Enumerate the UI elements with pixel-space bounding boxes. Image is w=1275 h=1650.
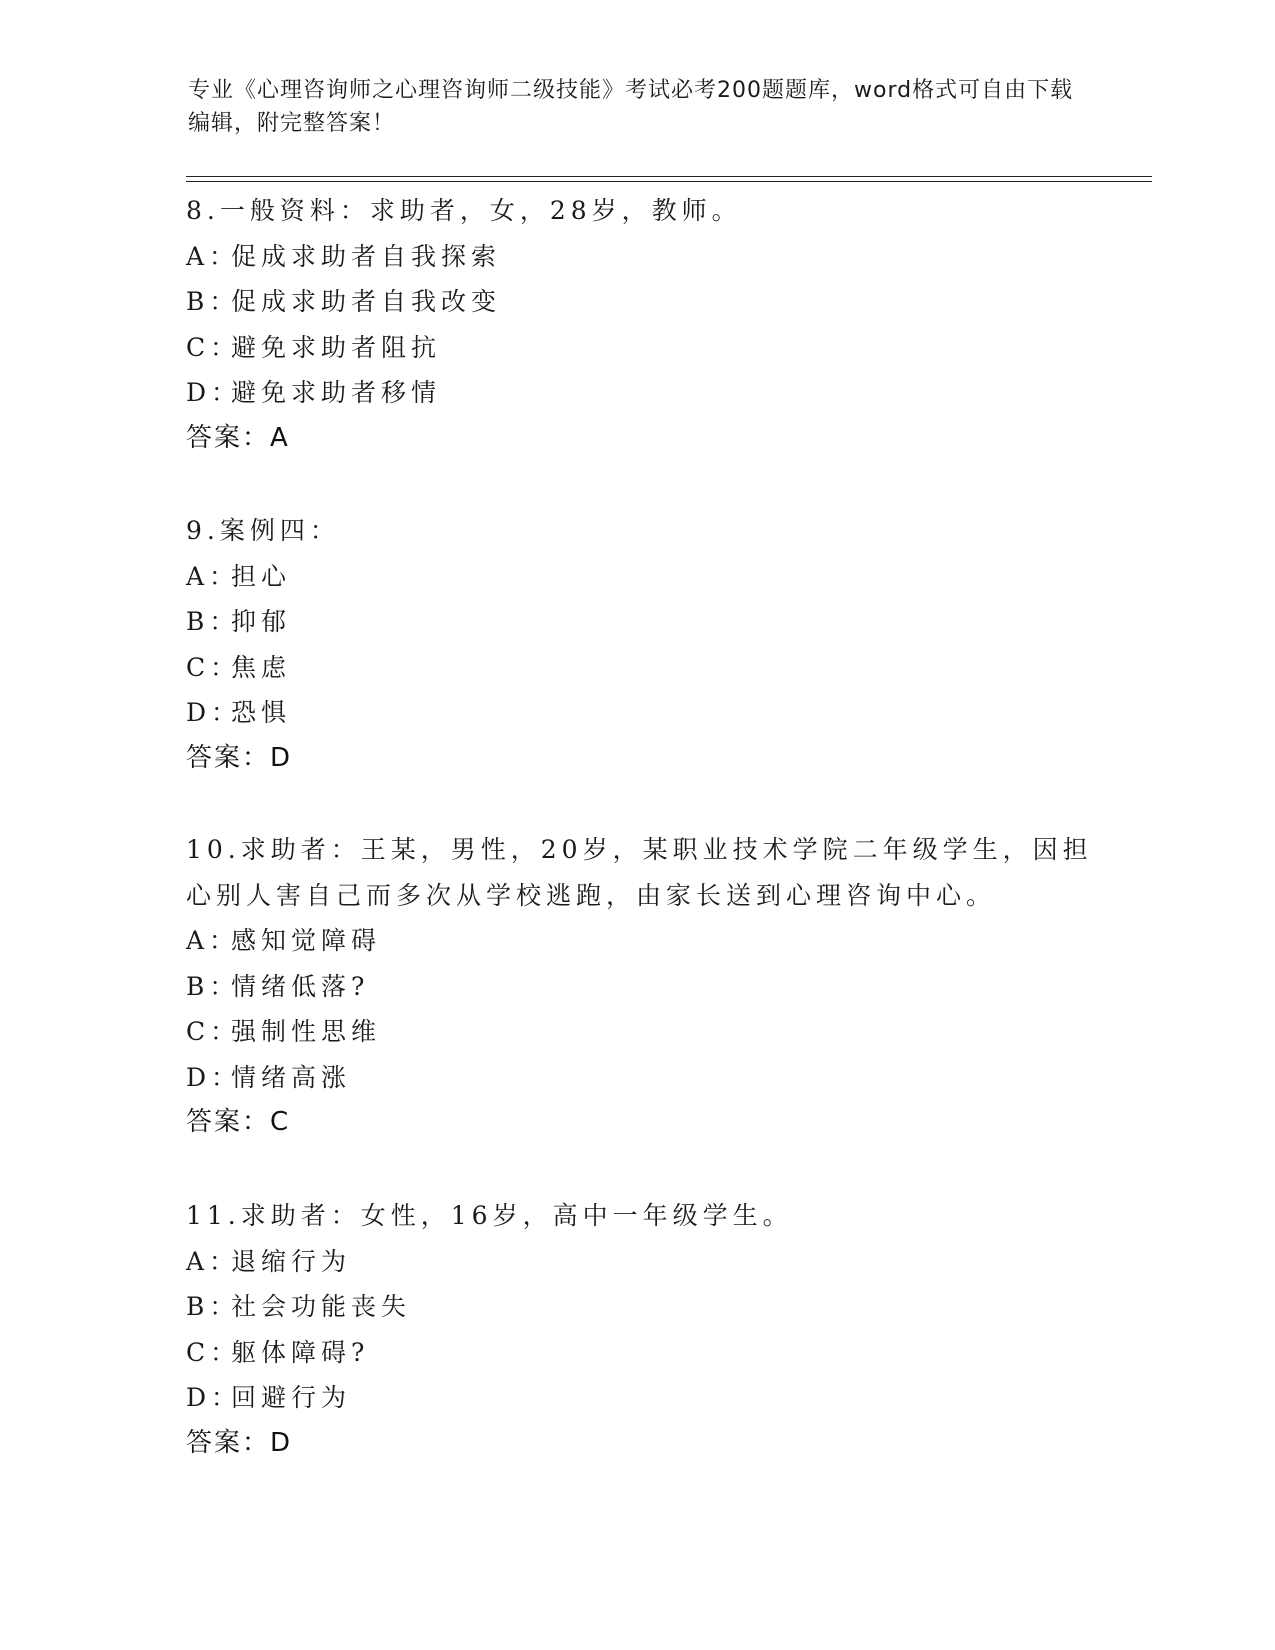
option-key: B： bbox=[186, 607, 240, 636]
option-text: 焦虑 bbox=[231, 652, 292, 682]
question-11 bbox=[186, 1193, 1106, 1466]
option-c bbox=[186, 325, 1106, 371]
answer-line: 答案：D bbox=[186, 742, 293, 773]
option-text: 社会功能丧失 bbox=[231, 1292, 412, 1321]
option-a bbox=[186, 918, 1106, 964]
question-stem: 10.求助者：王某，男性，20岁，某职业技术学院二年级学生，因担心别人害自己而多次从学校逃跑，由家长送到心理咨询中心。 bbox=[186, 835, 1093, 910]
option-text: 情绪高涨 bbox=[231, 1062, 352, 1092]
option-key: A： bbox=[186, 926, 240, 955]
option-key: D： bbox=[186, 1383, 242, 1412]
option-d bbox=[186, 1055, 1106, 1101]
option-key: D： bbox=[186, 1062, 242, 1092]
option-text: 促成求助者自我探索 bbox=[231, 241, 502, 271]
option-text: 恐惧 bbox=[231, 698, 292, 727]
header-divider-bottom bbox=[186, 181, 1152, 182]
option-text: 情绪低落? bbox=[231, 971, 370, 1001]
option-text: 避免求助者阻抗 bbox=[231, 332, 442, 362]
option-d bbox=[186, 1375, 1106, 1421]
option-key: C： bbox=[186, 1337, 241, 1367]
option-text: 避免求助者移情 bbox=[231, 378, 442, 407]
option-text: 抑郁 bbox=[231, 607, 292, 636]
option-key: B： bbox=[186, 287, 240, 316]
option-text: 躯体障碍? bbox=[231, 1337, 370, 1367]
option-c bbox=[186, 1330, 1106, 1376]
option-b bbox=[186, 599, 1106, 645]
question-stem: 11.求助者：女性，16岁，高中一年级学生。 bbox=[186, 1201, 793, 1230]
option-b bbox=[186, 279, 1106, 325]
question-stem: 9.案例四： bbox=[186, 516, 340, 545]
option-b bbox=[186, 1284, 1106, 1330]
option-text: 回避行为 bbox=[231, 1383, 352, 1412]
header-divider-top bbox=[186, 176, 1152, 177]
option-key: A： bbox=[186, 241, 240, 271]
option-key: D： bbox=[186, 378, 242, 407]
option-d bbox=[186, 690, 1106, 736]
answer-line: 答案：C bbox=[186, 1107, 291, 1137]
option-key: D： bbox=[186, 698, 242, 727]
question-10 bbox=[186, 827, 1106, 1146]
option-text: 促成求助者自我改变 bbox=[231, 287, 502, 316]
option-text: 退缩行为 bbox=[231, 1246, 352, 1276]
option-key: B： bbox=[186, 971, 240, 1001]
option-key: C： bbox=[186, 1017, 241, 1046]
option-a bbox=[186, 234, 1106, 280]
option-key: A： bbox=[186, 1246, 240, 1276]
option-key: C： bbox=[186, 332, 241, 362]
question-stem: 8.一般资料：求助者，女，28岁，教师。 bbox=[186, 196, 742, 225]
answer-line: 答案：D bbox=[186, 1427, 293, 1458]
option-key: B： bbox=[186, 1292, 240, 1321]
option-a bbox=[186, 554, 1106, 600]
question-8 bbox=[186, 188, 1106, 461]
answer-line: 答案：A bbox=[186, 422, 290, 453]
option-d bbox=[186, 370, 1106, 416]
option-b bbox=[186, 964, 1106, 1010]
option-c bbox=[186, 645, 1106, 691]
option-text: 感知觉障碍 bbox=[231, 926, 382, 955]
option-a bbox=[186, 1239, 1106, 1285]
option-text: 担心 bbox=[231, 561, 292, 591]
option-text: 强制性思维 bbox=[231, 1017, 382, 1046]
option-c bbox=[186, 1009, 1106, 1055]
document-header: 专业《心理咨询师之心理咨询师二级技能》考试必考200题题库，word格式可自由下载编辑，附完整答案！ bbox=[188, 78, 1074, 136]
option-key: A： bbox=[186, 561, 240, 591]
question-9 bbox=[186, 508, 1106, 781]
option-key: C： bbox=[186, 652, 241, 682]
